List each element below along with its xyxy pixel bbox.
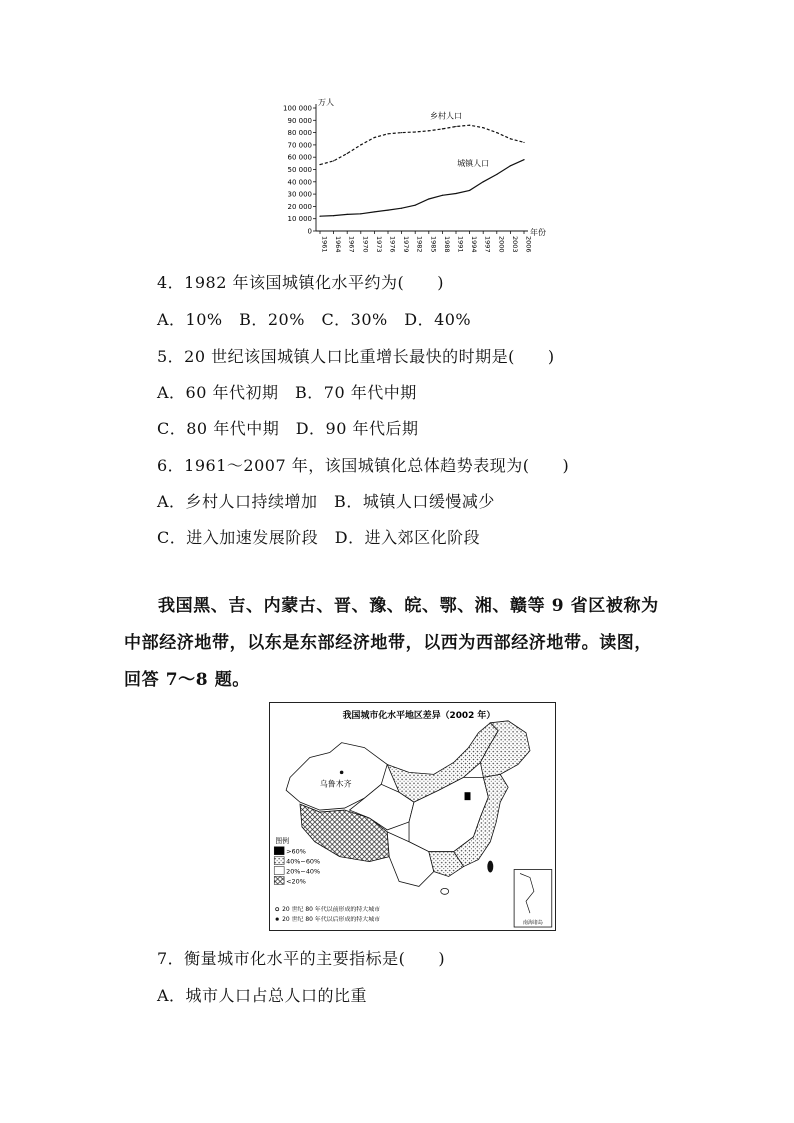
china-urbanization-map [269, 702, 556, 931]
x-tick-label: 1967 [347, 236, 356, 253]
x-tick-label: 1961 [320, 236, 329, 253]
south-china-sea-inset [514, 870, 552, 927]
y-tick-label: 20 000 [287, 202, 312, 211]
x-tick-label: 1964 [334, 236, 343, 253]
data-point [333, 215, 334, 216]
x-tick-label: 1976 [388, 236, 397, 253]
city-urumqi-marker [340, 771, 344, 775]
data-point [510, 138, 511, 139]
data-point [483, 181, 484, 182]
data-point [347, 153, 348, 154]
legend-pre80-marker [276, 908, 279, 911]
question-4-options: A．10% B．20% C．30% D．40% [157, 310, 472, 329]
legend-post80-marker [276, 918, 279, 921]
legend-label-3: 20%~40% [286, 867, 321, 876]
legend-swatch-2 [274, 857, 284, 865]
data-point [483, 127, 484, 128]
legend-note-1: 20 世纪 80 年代以前形成的特大城市 [282, 906, 381, 914]
data-point [442, 195, 443, 196]
inset-label: 南海诸岛 [523, 920, 543, 927]
y-tick-label: 90 000 [287, 116, 312, 125]
y-tick-label: 80 000 [287, 129, 312, 138]
data-point [523, 142, 524, 143]
legend-note-2: 20 世纪 80 年代以后形成的特大城市 [282, 916, 381, 924]
data-point [415, 205, 416, 206]
legend-swatch-4 [274, 876, 284, 884]
data-point [415, 131, 416, 132]
city-urumqi-label: 乌鲁木齐 [319, 779, 352, 789]
question-6-options-ab: A．乡村人口持续增加 B．城镇人口缓慢减少 [157, 492, 495, 511]
x-tick-label: 1997 [483, 236, 492, 253]
map-title: 我国城市化水平地区差异（2002 年） [342, 710, 496, 721]
series-label-2: 城镇人口 [457, 158, 490, 168]
y-tick-label: 10 000 [287, 215, 312, 224]
data-point [374, 211, 375, 212]
data-point [469, 125, 470, 126]
data-point [319, 164, 320, 165]
question-4-stem: 4．1982 年该国城镇化水平约为( ) [157, 273, 444, 292]
data-point [387, 209, 388, 210]
data-point [401, 208, 402, 209]
map-svg [270, 703, 555, 930]
legend-title: 图例 [275, 836, 290, 845]
data-point [347, 214, 348, 215]
data-point [428, 130, 429, 131]
question-5-stem: 5．20 世纪该国城镇人口比重增长最快的时期是( ) [157, 347, 555, 366]
x-tick-label: 1985 [429, 236, 438, 253]
legend-label-4: <20% [286, 877, 306, 886]
data-point [496, 132, 497, 133]
data-point [374, 137, 375, 138]
legend-label-1: >60% [286, 847, 306, 856]
y-tick-label: 100 000 [283, 104, 312, 113]
x-tick-label: 1988 [442, 236, 451, 253]
x-tick-label: 1979 [402, 236, 411, 253]
question-5-options-cd: C．80 年代中期 D．90 年代后期 [157, 419, 419, 438]
x-tick-label: 1991 [456, 236, 465, 253]
intro-line-2: 中部经济地带，以东是东部经济地带，以西为西部经济地带。读图， [124, 633, 652, 653]
x-tick-label: 2000 [497, 236, 506, 253]
y-tick-label: 50 000 [287, 166, 312, 174]
question-7-stem: 7．衡量城市化水平的主要指标是( ) [157, 949, 446, 968]
x-tick-label: 1970 [361, 236, 370, 253]
question-6-options-cd: C．进入加速发展阶段 D．进入郊区化阶段 [157, 528, 481, 547]
data-point [319, 216, 320, 217]
y-tick-label: 0 [307, 227, 312, 236]
data-point [387, 133, 388, 134]
series-line-1 [320, 125, 524, 164]
series-label-1: 乡村人口 [430, 111, 462, 121]
data-point [469, 190, 470, 191]
data-point [455, 193, 456, 194]
legend-label-2: 40%~60% [286, 857, 321, 866]
map-region-hainan [441, 888, 449, 894]
x-tick-label: 2006 [524, 236, 533, 253]
data-point [510, 165, 511, 166]
series-line-2 [320, 160, 524, 217]
data-point [428, 198, 429, 199]
x-axis-label: 年份 [530, 228, 546, 237]
y-tick-label: 70 000 [287, 141, 312, 150]
data-point [360, 213, 361, 214]
data-point [360, 144, 361, 145]
data-point [333, 160, 334, 161]
map-region-taiwan [487, 861, 493, 873]
data-point [455, 126, 456, 127]
question-7-option-a: A．城市人口占总人口的比重 [157, 986, 368, 1005]
intro-line-3: 回答 7～8 题。 [124, 670, 250, 690]
x-tick-label: 1994 [470, 236, 479, 253]
y-tick-label: 40 000 [287, 178, 312, 187]
x-tick-label: 1973 [374, 236, 383, 253]
map-region-beijing [465, 792, 471, 800]
y-axis-label: 万人 [318, 98, 334, 107]
question-6-stem: 6．1961～2007 年，该国城镇化总体趋势表现为( ) [157, 456, 570, 475]
x-tick-label: 2003 [510, 236, 519, 253]
intro-line-1: 我国黑、吉、内蒙古、晋、豫、皖、鄂、湘、赣等 9 省区被称为 [158, 596, 659, 616]
population-line-chart [278, 96, 558, 266]
legend-swatch-3 [274, 867, 284, 875]
data-point [401, 132, 402, 133]
y-tick-label: 30 000 [287, 190, 312, 199]
data-point [442, 128, 443, 129]
x-tick-label: 1982 [415, 236, 424, 253]
legend-swatch-1 [274, 847, 284, 855]
data-point [523, 159, 524, 160]
question-5-options-ab: A．60 年代初期 B．70 年代中期 [157, 383, 417, 402]
chart-svg [278, 96, 558, 266]
y-tick-label: 60 000 [287, 153, 312, 162]
data-point [496, 174, 497, 175]
